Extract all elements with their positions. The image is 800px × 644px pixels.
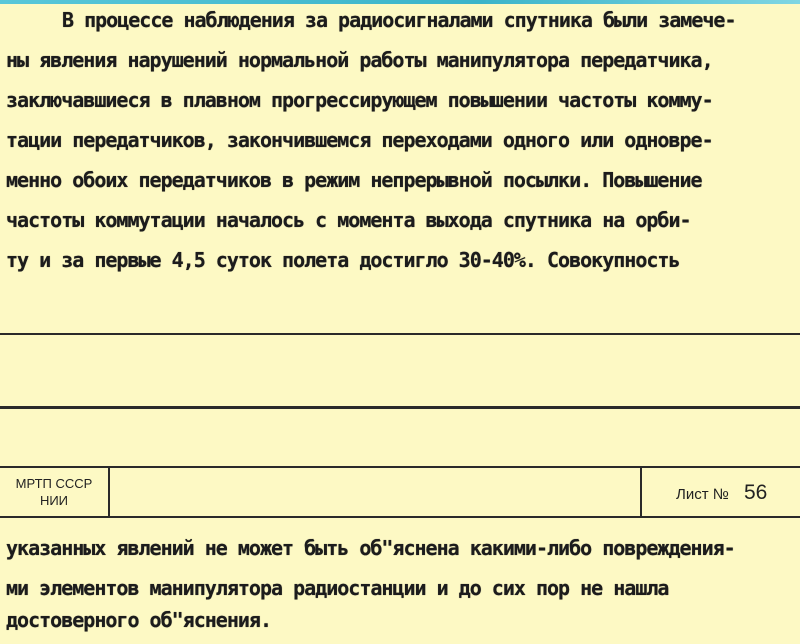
- stamp-organization-cell: [0, 468, 110, 516]
- paragraph-line: указанных явлений не может быть об"яснена какими-либо повреждения-: [6, 536, 735, 560]
- stamp-org-line1: МРТП СССР: [15, 476, 93, 491]
- sheet-label: Лист №: [676, 486, 729, 503]
- paragraph-line: ту и за первые 4,5 суток полета достигло 30-40%. Совокупность: [6, 248, 680, 272]
- paragraph-line: В процессе наблюдения за радиосигналами спутника были замече-: [62, 8, 736, 32]
- title-block-stamp: [0, 466, 800, 518]
- paragraph-line: тации передатчиков, закончившемся переходами одного или одновре-: [6, 128, 713, 152]
- paragraph-line: ны явления нарушений нормальной работы манипулятора передатчика,: [6, 48, 713, 72]
- paragraph-line: менно обоих передатчиков в режим непрерывной посылки. Повышение: [6, 168, 702, 192]
- stamp-sheet-cell: [642, 468, 800, 516]
- form-rule-thick: [0, 406, 800, 409]
- form-rule-thin: [0, 333, 800, 335]
- paragraph-line: заключавшиеся в плавном прогрессирующем повышении частоты комму-: [6, 88, 713, 112]
- sheet-number: 56: [744, 481, 768, 504]
- paragraph-line: частоты коммутации началось с момента выхода спутника на орби-: [6, 208, 691, 232]
- paragraph-line: достоверного об"яснения.: [6, 608, 271, 632]
- stamp-org-line2: НИИ: [39, 493, 69, 508]
- stamp-empty-cell: [110, 468, 642, 516]
- paragraph-line: ми элементов манипулятора радиостанции и до сих пор не нашла: [6, 576, 669, 600]
